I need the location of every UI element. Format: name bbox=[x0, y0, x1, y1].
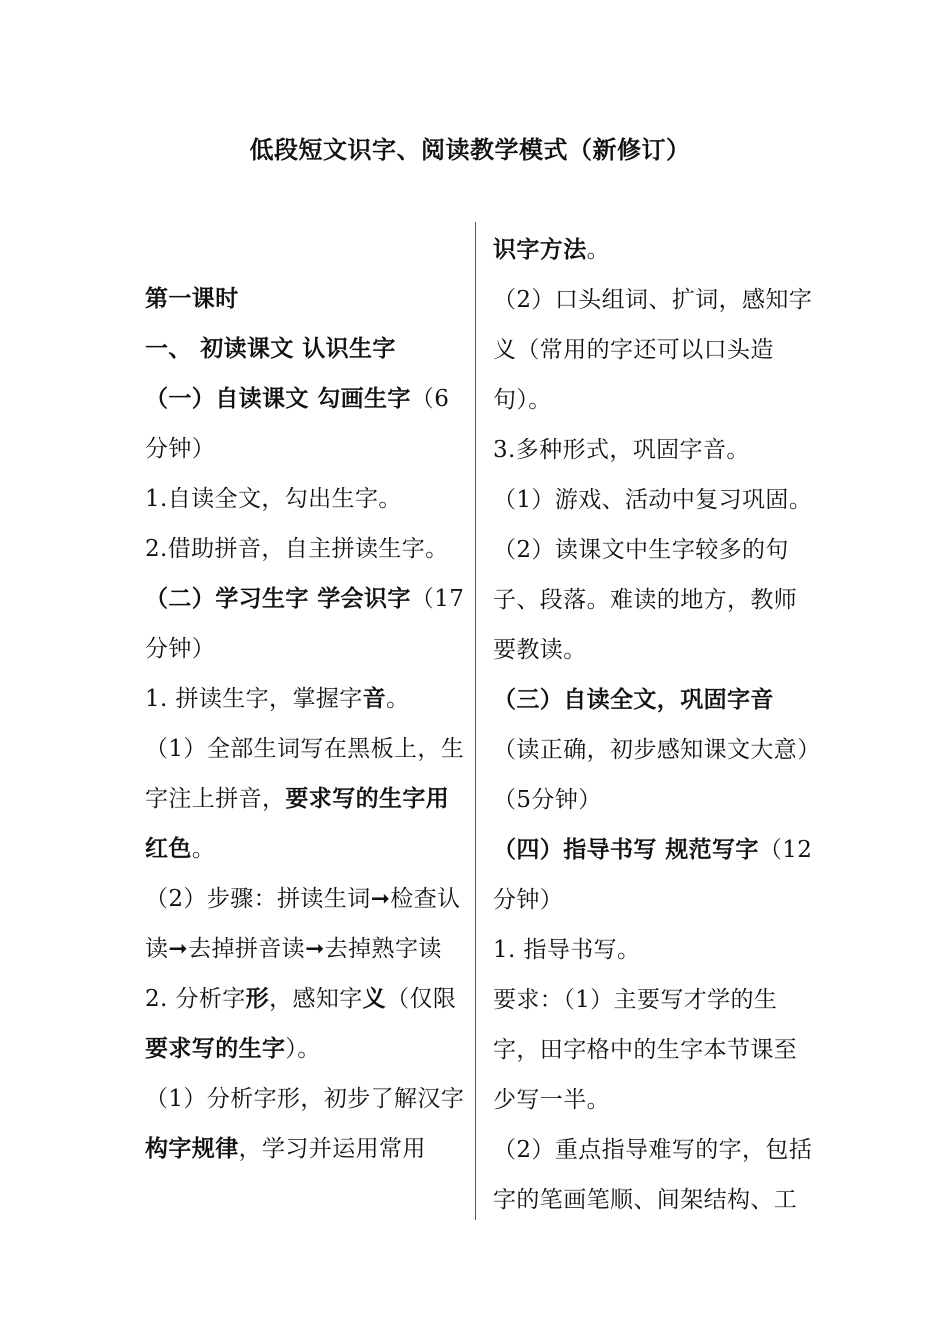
text-run: 。 bbox=[386, 686, 410, 712]
time-note: （12分钟） bbox=[493, 837, 813, 913]
left-column bbox=[145, 274, 465, 1174]
bold-run: 义 bbox=[362, 985, 387, 1012]
paragraph bbox=[145, 974, 465, 1074]
bold-run: 形 bbox=[245, 985, 270, 1012]
paragraph bbox=[145, 1074, 465, 1174]
subsection-heading: （三）自读全文，巩固字音 bbox=[493, 686, 774, 713]
text-run: ）。 bbox=[285, 1036, 321, 1062]
subsection-heading: （二）学习生字 学会识字 bbox=[145, 585, 411, 612]
paragraph bbox=[493, 225, 813, 275]
paragraph bbox=[145, 374, 465, 474]
time-note: （读正确，初步感知课文大意）（5分钟） bbox=[493, 737, 810, 813]
text-run: 。 bbox=[191, 836, 216, 862]
subsection-heading: （一）自读课文 勾画生字 bbox=[145, 385, 411, 412]
bold-run: 要求写的生字用红色 bbox=[145, 785, 450, 862]
right-column bbox=[493, 225, 813, 1225]
paragraph: （1）游戏、活动中复习巩固。 bbox=[493, 487, 813, 513]
bold-run: 构字规律 bbox=[145, 1135, 239, 1162]
time-note: （17分钟） bbox=[145, 586, 465, 662]
paragraph: （2）步骤：拼读生词➞检查认读➞去掉拼音读➞去掉熟字读 bbox=[145, 886, 461, 962]
subsection-heading: （四）指导书写 规范写字 bbox=[493, 836, 759, 863]
bold-run: 音 bbox=[362, 685, 387, 712]
section-heading: 一、 初读课文 认识生字 bbox=[145, 335, 396, 362]
text-run: （仅限 bbox=[386, 986, 457, 1012]
bold-run: 识字方法 bbox=[493, 236, 587, 263]
paragraph: （2）读课文中生字较多的句子、段落。难读的地方，教师要教读。 bbox=[493, 537, 798, 663]
paragraph bbox=[145, 574, 465, 674]
paragraph bbox=[493, 675, 813, 825]
paragraph: 要求：（1）主要写才学的生字，田字格中的生字本节课至少写一半。 bbox=[493, 987, 798, 1113]
text-run: 。 bbox=[586, 237, 611, 263]
text-run: 1. 拼读生字，掌握字 bbox=[145, 686, 363, 712]
paragraph: （2）重点指导难写的字，包括字的笔画笔顺、间架结构、工 bbox=[493, 1137, 813, 1213]
text-run: ，学习并运用常用 bbox=[238, 1136, 426, 1162]
paragraph: 3.多种形式，巩固字音。 bbox=[493, 437, 750, 463]
time-note: （6分钟） bbox=[145, 386, 450, 462]
paragraph bbox=[145, 674, 465, 724]
paragraph: 1.自读全文，勾出生字。 bbox=[145, 486, 402, 512]
text-run: ，感知字 bbox=[269, 986, 363, 1012]
paragraph: 1. 指导书写。 bbox=[493, 937, 641, 963]
lesson-heading: 第一课时 bbox=[145, 285, 239, 312]
paragraph bbox=[493, 825, 813, 925]
text-run: （1）全部生词写在黑板上，生字注上拼音， bbox=[145, 736, 465, 812]
page-title: 低段短文识字、阅读教学模式（新修订） bbox=[249, 135, 691, 164]
column-divider bbox=[475, 222, 476, 1220]
paragraph bbox=[145, 724, 465, 874]
bold-run: 要求写的生字 bbox=[145, 1035, 286, 1062]
text-run: 2. 分析字 bbox=[145, 986, 246, 1012]
paragraph: 2.借助拼音，自主拼读生字。 bbox=[145, 536, 449, 562]
text-run: （1）分析字形，初步了解汉字 bbox=[145, 1086, 465, 1112]
paragraph: （2）口头组词、扩词，感知字义（常用的字还可以口头造句）。 bbox=[493, 287, 813, 413]
